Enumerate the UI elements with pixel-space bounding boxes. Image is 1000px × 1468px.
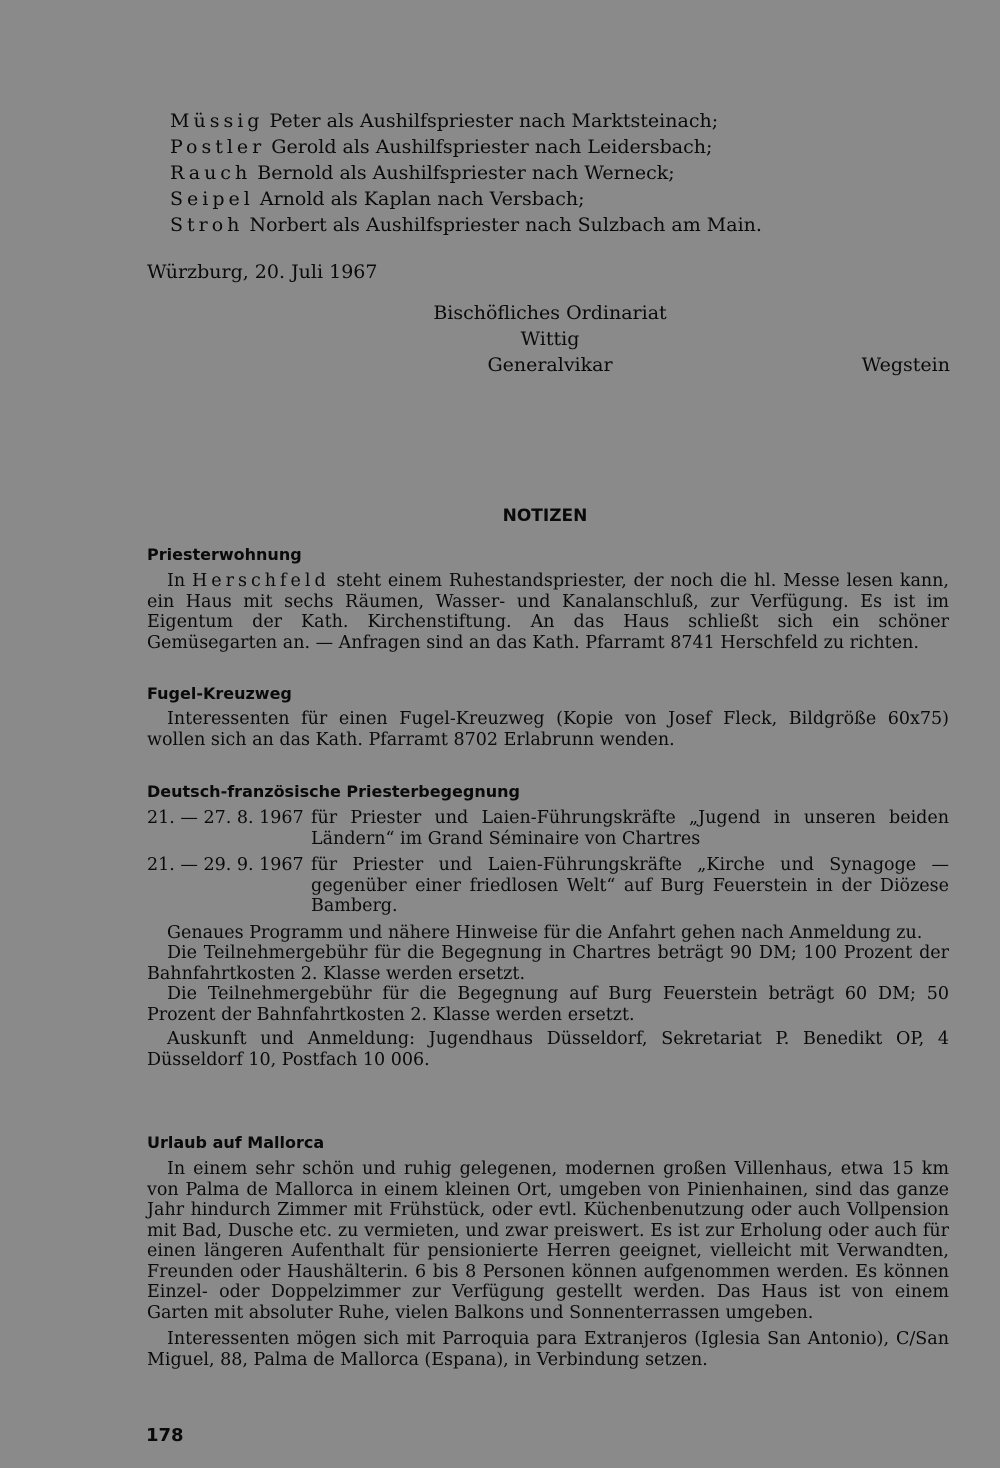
signature-block: [400, 300, 700, 378]
body-text: steht einem Ruhestandspriester, der noch die hl. Messe lesen kann, ein Haus mit sechs Räumen, Wasser- und Kanalanschluß, zur Verfügung. Es ist im Eigentum der Kath. Kirchenstiftung. An das Haus schließt sich ein schöner Gemüsegarten an. — Anfragen sind an das Kath. Pfarramt 8741 Herschfeld zu richten.: [147, 571, 949, 653]
notizen-title: NOTIZEN: [502, 506, 588, 526]
appointment-list: [170, 108, 970, 238]
appointment-item: [170, 134, 970, 160]
begegnung-paragraph: Genaues Programm und nähere Hinweise für die Anfahrt gehen nach Anmeldung zu.: [167, 922, 923, 943]
mallorca-paragraph: Interessenten mögen sich mit Parroquia para Extranjeros (Iglesia San Antonio), C/San Miguel, 88, Palma de Mallorca (Espana), in Verbindung setzen.: [147, 1329, 949, 1370]
appointment-name: Seipel: [170, 188, 254, 210]
appointment-item: [170, 186, 970, 212]
section-heading: Urlaub auf Mallorca: [147, 1133, 325, 1152]
signature-name: Wittig: [520, 328, 580, 350]
appointment-text: Peter als Aushilfspriester nach Marktsteinach;: [269, 110, 719, 132]
place-date: Würzburg, 20. Juli 1967: [147, 261, 378, 283]
signature-cosigner: Wegstein: [861, 354, 950, 376]
event-description: für Priester und Laien-Führungskräfte „Kirche und Synagoge — gegenüber einer friedlosen Welt“ auf Burg Feuerstein in der Diözese Bamberg.: [311, 855, 949, 916]
page-number: 178: [146, 1425, 184, 1446]
body-intro: In: [167, 571, 186, 591]
appointment-text: Bernold als Aushilfspriester nach Werneck;: [257, 162, 675, 184]
section-fugel: [147, 684, 949, 750]
appointment-name: Rauch: [170, 162, 252, 184]
section-heading: Deutsch-französische Priesterbegegnung: [147, 782, 520, 801]
place-name: Herschfeld: [191, 571, 330, 591]
section-heading: Fugel-Kreuzweg: [147, 684, 292, 703]
appointment-name: Müssig: [170, 110, 264, 132]
section-mallorca: [147, 1133, 949, 1370]
event-description: für Priester und Laien-Führungskräfte „Jugend in unseren beiden Ländern“ im Grand Séminaire von Chartres: [311, 808, 949, 849]
appointment-text: Gerold als Aushilfspriester nach Leidersbach;: [271, 136, 713, 158]
appointment-name: Stroh: [170, 214, 244, 236]
appointment-name: Postler: [170, 136, 266, 158]
appointment-text: Norbert als Aushilfspriester nach Sulzbach am Main.: [249, 214, 762, 236]
begegnung-paragraph: Die Teilnehmergebühr für die Begegnung in Chartres beträgt 90 DM; 100 Prozent der Bahnfahrtkosten 2. Klasse werden ersetzt.: [147, 943, 949, 984]
begegnung-paragraph: Auskunft und Anmeldung: Jugendhaus Düsseldorf, Sekretariat P. Benedikt OP, 4 Düsseldorf 10, Postfach 10 006.: [147, 1029, 949, 1070]
event-date: 21. — 29. 9. 1967: [147, 855, 304, 875]
section-body: [147, 571, 949, 653]
section-heading: Priesterwohnung: [147, 545, 302, 564]
begegnung-paragraph: Die Teilnehmergebühr für die Begegnung auf Burg Feuerstein beträgt 60 DM; 50 Prozent der Bahnfahrtkosten 2. Klasse werden ersetzt.: [147, 984, 949, 1025]
section-priesterwohnung: [147, 545, 949, 653]
appointment-item: [170, 160, 970, 186]
mallorca-paragraph: In einem sehr schön und ruhig gelegenen, modernen großen Villenhaus, etwa 15 km von Palma de Mallorca in einem kleinen Ort, umgeben von Pinienhainen, sind das ganze Jahr hindurch Zimmer mit Frühstück, oder evtl. Küchenbenutzung oder auch Vollpension mit Bad, Dusche etc. zu vermieten, und zwar preiswert. Es ist zur Erholung oder auch für einen längeren Aufenthalt für pensionierte Herren geeignet, vielleicht mit Verwandten, Freunden oder Haushälterin. 6 bis 8 Personen können aufgenommen werden. Es können Einzel- oder Doppelzimmer zur Verfügung gestellt werden. Das Haus ist von einem Garten mit absoluter Ruhe, vielen Balkons und Sonnenterrassen umgeben.: [147, 1159, 949, 1323]
appointment-item: [170, 108, 970, 134]
event-row: [147, 808, 949, 849]
event-row: [147, 855, 949, 917]
appointment-item: [170, 212, 970, 238]
appointment-text: Arnold als Kaplan nach Versbach;: [259, 188, 585, 210]
section-begegnung: [147, 782, 949, 1070]
signature-office: Bischöfliches Ordinariat: [433, 302, 667, 324]
section-body: Interessenten für einen Fugel-Kreuzweg (Kopie von Josef Fleck, Bildgröße 60x75) wollen sich an das Kath. Pfarramt 8702 Erlabrunn wenden.: [147, 709, 949, 750]
signature-role: Generalvikar: [487, 354, 613, 376]
event-date: 21. — 27. 8. 1967: [147, 808, 304, 828]
